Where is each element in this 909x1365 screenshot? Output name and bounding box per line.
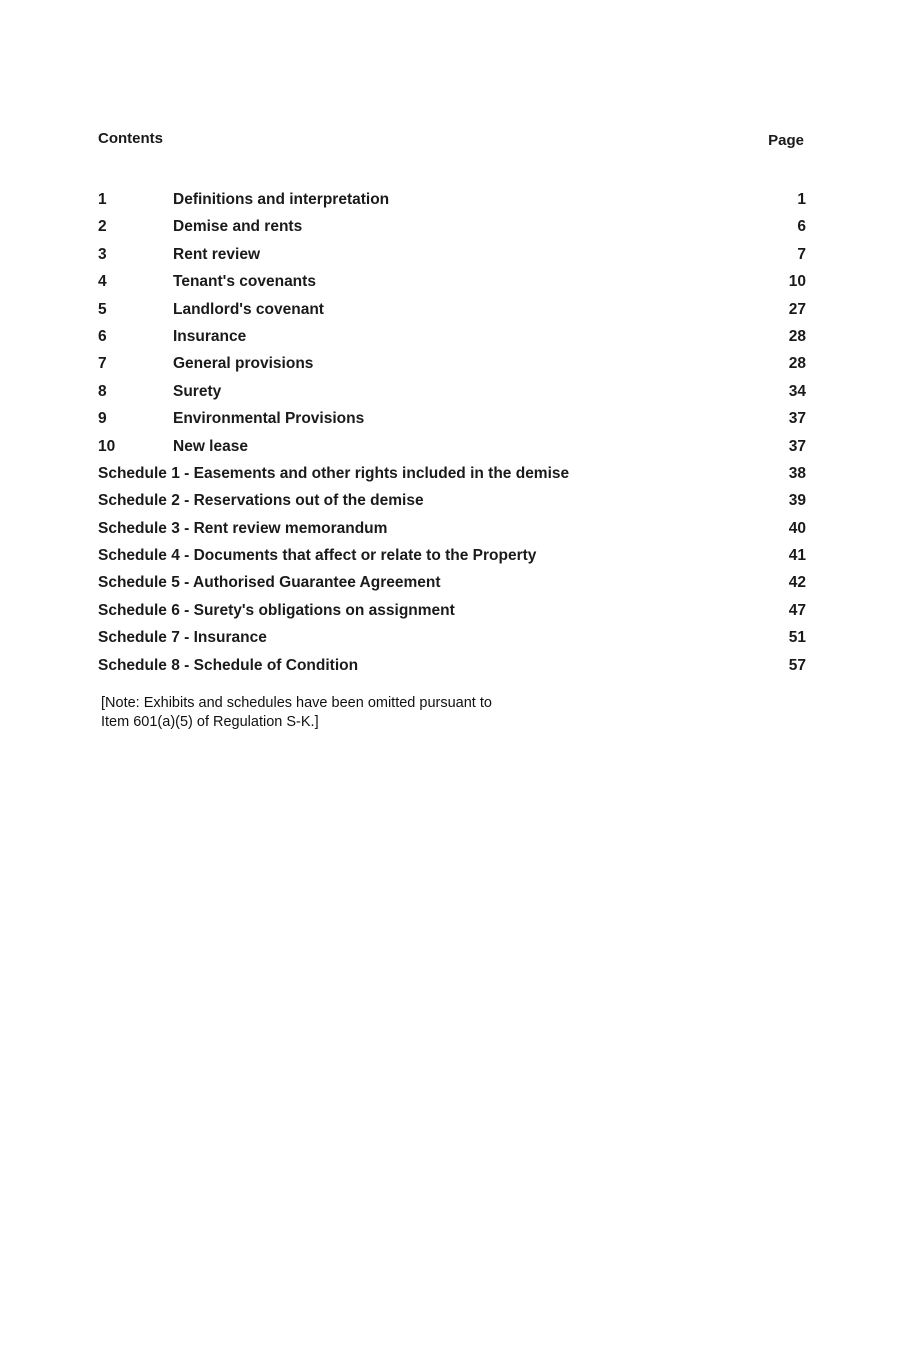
schedule-title: Schedule 6 - Surety's obligations on assignment [98, 601, 455, 619]
toc-entry [98, 244, 806, 271]
toc-entry [98, 381, 806, 408]
note-line: [Note: Exhibits and schedules have been omitted pursuant to [101, 695, 492, 711]
note-line: Item 601(a)(5) of Regulation S-K.] [101, 714, 319, 730]
toc-entry [98, 353, 806, 380]
page-column-heading: Page [768, 132, 804, 149]
clause-number: 8 [98, 382, 107, 400]
clause-title: Rent review [173, 245, 261, 263]
omission-note [101, 694, 561, 732]
page-number: 10 [788, 273, 806, 291]
clause-number: 2 [98, 218, 107, 236]
toc-schedule-entry [98, 463, 806, 490]
schedule-title: Schedule 5 - Authorised Guarantee Agreement [98, 574, 441, 592]
page-number: 39 [788, 492, 806, 510]
clause-title: Insurance [173, 327, 247, 345]
clause-title: New lease [173, 437, 248, 455]
toc-entry [98, 299, 806, 326]
toc-entry [98, 408, 806, 435]
schedule-title: Schedule 8 - Schedule of Condition [98, 656, 359, 674]
clause-title: Landlord's covenant [173, 300, 324, 318]
page-number: 6 [797, 218, 806, 236]
clause-number: 10 [98, 437, 116, 455]
toc-schedule-entry [98, 490, 806, 517]
clause-number: 4 [98, 273, 107, 291]
contents-heading: Contents [98, 130, 163, 147]
page-number: 57 [788, 656, 806, 674]
schedule-title: Schedule 7 - Insurance [98, 629, 267, 647]
clause-number: 6 [98, 327, 107, 345]
page-number: 7 [797, 245, 806, 263]
page-number: 28 [788, 355, 806, 373]
clause-number: 3 [98, 245, 107, 263]
clause-number: 1 [98, 191, 107, 208]
page-number: 37 [788, 410, 806, 428]
toc-schedule-entry [98, 600, 806, 627]
clause-number: 9 [98, 410, 107, 428]
clause-title: Demise and rents [173, 218, 303, 236]
toc-entry [98, 436, 806, 463]
schedule-title: Schedule 4 - Documents that affect or relate to the Property [98, 547, 537, 565]
schedule-title: Schedule 2 - Reservations out of the demise [98, 492, 424, 510]
toc-header [98, 130, 804, 152]
page-number: 42 [788, 574, 806, 592]
schedule-title: Schedule 3 - Rent review memorandum [98, 519, 388, 537]
page-number: 27 [788, 300, 806, 318]
clause-title: Environmental Provisions [173, 410, 365, 428]
page-number: 47 [788, 601, 806, 619]
toc-entry [98, 189, 806, 216]
toc-schedule-entry [98, 545, 806, 572]
toc-schedule-entry [98, 518, 806, 545]
page-number: 34 [788, 382, 806, 400]
clause-title: Tenant's covenants [173, 273, 316, 291]
page-number: 1 [797, 191, 806, 208]
clause-title: Definitions and interpretation [173, 191, 390, 208]
page-number: 28 [788, 327, 806, 345]
toc-schedule-entry [98, 627, 806, 654]
table-of-contents [98, 189, 806, 682]
page-number: 51 [788, 629, 806, 647]
toc-schedule-entry [98, 655, 806, 682]
toc-entry [98, 271, 806, 298]
page-number: 40 [788, 519, 806, 537]
toc-entry [98, 216, 806, 243]
clause-number: 5 [98, 300, 107, 318]
toc-entry [98, 326, 806, 353]
clause-title: General provisions [173, 355, 314, 373]
schedule-title: Schedule 1 - Easements and other rights included in the demise [98, 464, 570, 482]
page-number: 38 [788, 464, 806, 482]
page-number: 41 [788, 547, 806, 565]
page-number: 37 [788, 437, 806, 455]
clause-number: 7 [98, 355, 107, 373]
toc-schedule-entry [98, 572, 806, 599]
clause-title: Surety [173, 382, 222, 400]
